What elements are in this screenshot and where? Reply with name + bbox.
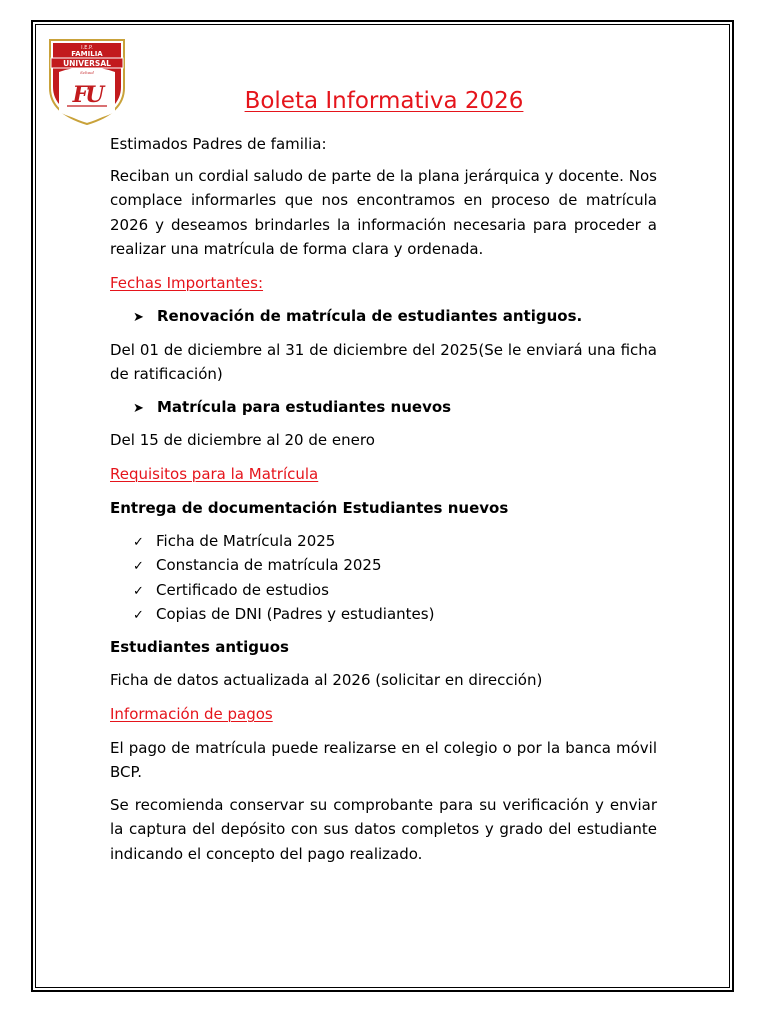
- logo-monogram: FU: [72, 82, 102, 108]
- list-item-label: Copias de DNI (Padres y estudiantes): [156, 604, 435, 623]
- dates-heading: Fechas Importantes:: [110, 274, 264, 292]
- logo-top-text: I.E.P.: [81, 45, 93, 51]
- arrow-bullet-icon: ➤: [133, 401, 144, 416]
- new-students-docs-heading: Entrega de documentación Estudiantes nuevos: [110, 499, 509, 517]
- logo-name-line2: UNIVERSAL: [63, 59, 111, 68]
- check-icon: ✓: [133, 559, 144, 575]
- greeting: Estimados Padres de familia:: [110, 135, 327, 153]
- intro-paragraph: Reciban un cordial saludo de parte de la plana jerárquica y docente. Nos complace informarles que nos encontramos en proceso de matrícula 2026 y deseamos brindarles la información necesaria para proceder a realizar una matrícula de forma clara y ordenada.: [110, 167, 657, 258]
- list-item: [133, 602, 434, 626]
- list-item-label: Constancia de matrícula 2025: [156, 556, 382, 575]
- renewal-detail: Del 01 de diciembre al 31 de diciembre del 2025(Se le enviará una ficha de ratificación): [110, 341, 657, 384]
- logo-script-text: School: [80, 70, 94, 75]
- renewal-bullet: [133, 304, 582, 330]
- check-icon: ✓: [133, 607, 144, 623]
- new-enrollment-bullet-label: Matrícula para estudiantes nuevos: [157, 398, 452, 416]
- old-students-detail: Ficha de datos actualizada al 2026 (solicitar en dirección): [110, 671, 543, 689]
- arrow-bullet-icon: ➤: [133, 310, 144, 325]
- recommendation-paragraph: Se recomienda conservar su comprobante para su verificación y enviar la captura del depósito con sus datos completos y grado del estudiante indicando el concepto del pago realizado.: [110, 796, 657, 863]
- new-enrollment-detail: Del 15 de diciembre al 20 de enero: [110, 431, 375, 449]
- list-item-label: Certificado de estudios: [156, 580, 329, 599]
- list-item: [133, 578, 434, 602]
- check-icon: ✓: [133, 535, 144, 550]
- payments-paragraph: El pago de matrícula puede realizarse en el colegio o por la banca móvil BCP.: [110, 739, 657, 782]
- check-icon: ✓: [133, 583, 144, 599]
- new-students-docs-list: [133, 529, 434, 626]
- list-item: [133, 529, 434, 553]
- payments-heading: Información de pagos: [110, 705, 273, 723]
- logo-name-line1: FAMILIA: [71, 50, 103, 58]
- requirements-heading: Requisitos para la Matrícula: [110, 465, 319, 483]
- old-students-heading: Estudiantes antiguos: [110, 638, 289, 656]
- list-item: [133, 553, 434, 577]
- list-item-label: Ficha de Matrícula 2025: [156, 532, 336, 550]
- new-enrollment-bullet: [133, 395, 451, 421]
- renewal-bullet-label: Renovación de matrícula de estudiantes antiguos.: [157, 307, 583, 325]
- page-title: Boleta Informativa 2026: [244, 88, 524, 114]
